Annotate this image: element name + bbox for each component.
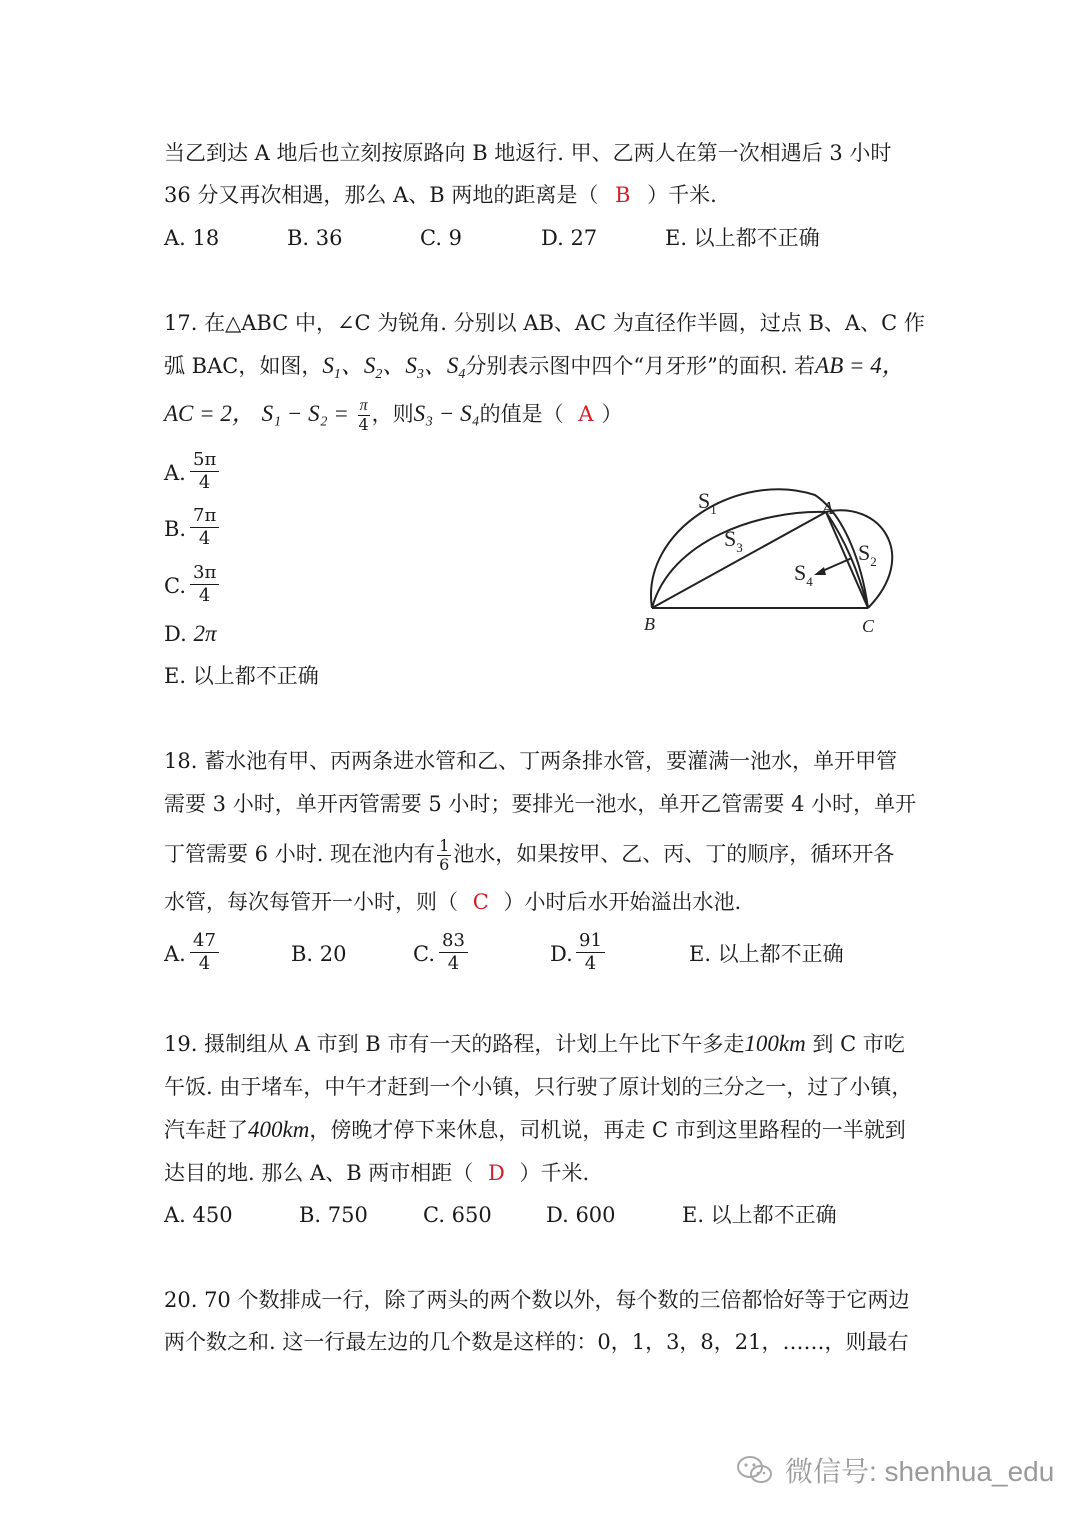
q17-ac-eq: AC = 2， [164, 401, 255, 426]
q18-line3-post: 池水，如果按甲、乙、丙、丁的顺序，循环开各 [453, 842, 895, 866]
q16-line2 [164, 180, 717, 210]
q19-line2: 午饭. 由于堵车，中午才赶到一个小镇，只行驶了原计划的三分之一，过了小镇， [164, 1075, 913, 1099]
q16-option-b: B. 36 [287, 226, 343, 250]
q17-then: ，则 [371, 402, 414, 426]
q17-ab-eq: AB = 4， [815, 353, 905, 378]
q19-option-d: D. 600 [546, 1203, 616, 1227]
q19-line4 [164, 1158, 589, 1188]
wechat-icon [735, 1453, 775, 1487]
q16-option-d: D. 27 [541, 226, 598, 250]
q18-option-a-label: A. [164, 942, 186, 966]
q17-option-d: D. 2π [164, 621, 217, 646]
q19-option-b: B. 750 [299, 1203, 368, 1227]
q19-dist1: 100km [744, 1031, 806, 1056]
label-s3: $S_3$ [724, 526, 743, 555]
label-b: B [644, 614, 655, 634]
q17-option-b-fraction: $\frac{7\pi}{4}$ [190, 505, 219, 550]
q16-option-a: A. 18 [164, 226, 220, 250]
label-c: C [862, 616, 875, 636]
watermark-text: 微信号: shenhua_edu [785, 1456, 1055, 1487]
label-s2: $S_2$ [858, 540, 877, 569]
q17-close: ） [601, 402, 623, 426]
q19-answer: D [488, 1161, 505, 1185]
q17-answer: A [578, 402, 594, 426]
q19-line1-post: 到 C 市吃 [812, 1032, 905, 1056]
q16-answer: B [615, 183, 631, 207]
q20-line2: 两个数之和. 这一行最左边的几个数是这样的：0，1，3，8，21，……，则最右 [164, 1330, 909, 1354]
s4-arrow [820, 558, 852, 572]
q18-line1: 18. 蓄水池有甲、丙两条进水管和乙、丁两条排水管，要灌满一池水，单开甲管 [164, 749, 898, 773]
q19-line3-post: ，傍晚才停下来休息，司机说，再走 C 市到这里路程的一半就到 [309, 1118, 906, 1142]
q17-option-e: E. 以上都不正确 [164, 664, 319, 688]
q17-line1: 17. 在△ABC 中，∠C 为锐角. 分别以 AB、AC 为直径作半圆，过点 B、A、C 作 [164, 311, 925, 335]
q18-line2: 需要 3 小时，单开丙管需要 5 小时；要排光一池水，单开乙管需要 4 小时，单开 [164, 792, 917, 816]
q18-line4-post: ）小时后水开始溢出水池. [503, 890, 742, 914]
q17-s-list: $S_1$、$S_2$、$S_3$、$S_4$ [322, 353, 466, 382]
q19-line3 [164, 1115, 906, 1145]
label-s1: $S_1$ [698, 488, 717, 517]
q19-option-a: A. 450 [164, 1203, 233, 1227]
q19-line4-post: ）千米. [519, 1161, 590, 1185]
q17-s3s4: S₃ − S₄ [413, 401, 480, 426]
s4-arrowhead [814, 567, 826, 575]
q19-line3-pre: 汽车赶了 [164, 1118, 248, 1142]
q16-option-e: E. 以上都不正确 [665, 226, 820, 250]
q17-value-text: 的值是（ [479, 402, 564, 426]
q19-line1 [164, 1029, 905, 1059]
q18-option-d-fraction: $\frac{91}{4}$ [576, 930, 605, 975]
q16-line1: 当乙到达 A 地后也立刻按原路向 B 地返行. 甲、乙两人在第一次相遇后 3 小时 [164, 141, 892, 165]
q18-line3-pre: 丁管需要 6 小时. 现在池内有 [164, 842, 436, 866]
q17-option-c-fraction: $\frac{3\pi}{4}$ [190, 562, 219, 607]
q18-answer: C [472, 890, 489, 914]
q18-option-e: E. 以上都不正确 [689, 942, 844, 966]
q18-option-c-label: C. [413, 942, 435, 966]
q17-option-b-label: B. [164, 517, 187, 541]
q19-line4-pre: 达目的地. 那么 A、B 两市相距（ [164, 1161, 474, 1185]
q18-option-a-fraction: $\frac{47}{4}$ [190, 930, 219, 975]
label-a: A [822, 498, 833, 518]
q18-option-b: B. 20 [291, 942, 347, 966]
q17-line2-pre: 弧 BAC，如图， [164, 354, 323, 378]
q19-line1-pre: 19. 摄制组从 A 市到 B 市有一天的路程，计划上午比下午多走 [164, 1032, 745, 1056]
q18-line4-pre: 水管，每次每管开一小时，则（ [164, 890, 458, 914]
q18-option-d-label: D. [550, 942, 573, 966]
q17-option-a-label: A. [164, 461, 186, 485]
q18-line3 [164, 834, 894, 874]
q17-option-a-fraction: $\frac{5\pi}{4}$ [190, 449, 219, 494]
q17-line3 [164, 396, 622, 434]
q16-line2-pre: 36 分又再次相遇，那么 A、B 两地的距离是（ [164, 183, 599, 207]
q18-option-c-fraction: $\frac{83}{4}$ [439, 930, 468, 975]
q16-option-c: C. 9 [420, 226, 463, 250]
q17-option-c-label: C. [164, 574, 186, 598]
q17-line2 [164, 351, 905, 390]
q20-line1: 20. 70 个数排成一行，除了两头的两个数以外，每个数的三倍都恰好等于它两边 [164, 1288, 910, 1312]
q18-fraction: $\frac{1}{6}$ [439, 836, 450, 874]
q17-figure [630, 470, 910, 640]
label-s4: $S_4$ [794, 560, 813, 589]
q19-dist2: 400km [248, 1117, 310, 1142]
q16-line2-post: ）千米. [647, 183, 717, 207]
q18-line4 [164, 887, 741, 917]
q17-pi-fraction: $\frac{\pi}{4}$ [358, 397, 369, 434]
q17-line2-post: 分别表示图中四个“月牙形”的面积. 若 [465, 354, 816, 378]
q19-option-c: C. 650 [423, 1203, 492, 1227]
q17-diff: S₁ − S₂ = [261, 401, 349, 426]
watermark [735, 1450, 1054, 1490]
q19-option-e: E. 以上都不正确 [682, 1203, 837, 1227]
